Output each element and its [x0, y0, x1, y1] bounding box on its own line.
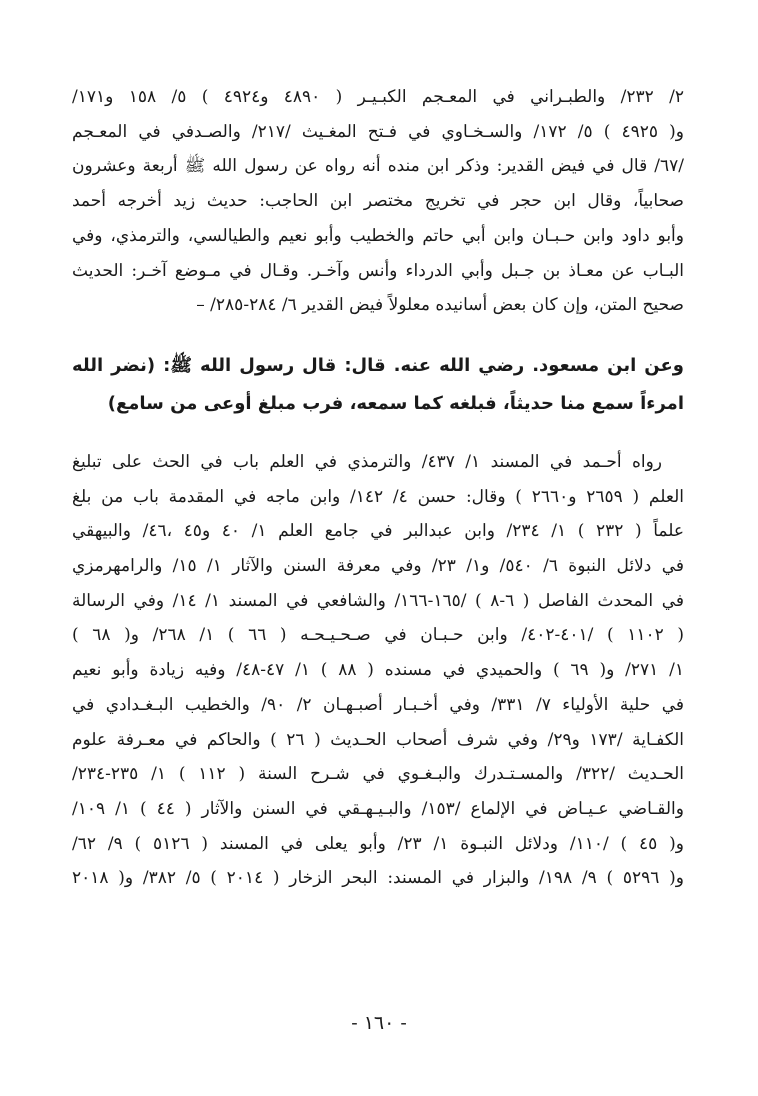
text-line: و( ٤٥ ) /١١٠/ ودلائل النبـوة ١/ ٢٣/ وأبو يعلى في المسند ( ٥١٢٦ ) ٩/ ٦٢/: [72, 833, 684, 854]
text-line: ٢/ ٢٣٢/ والطبـراني في المعـجم الكبـيـر ( ٤٨٩٠ و٤٩٢٤ ) ٥/ ١٥٨ و١٧١/: [72, 87, 684, 107]
text-line: و( ٤٩٢٥ ) ٥/ ١٧٢/ والسـخـاوي في فـتح المغـيث /٢١٧/ والصـدفي في المعـجم: [72, 121, 684, 142]
text-line: رواه أحـمد في المسند ١/ ٤٣٧/ والترمذي في العلم باب في الحث على تبليغ: [72, 451, 662, 472]
text-line: والقـاضي عـيـاض في الإلماع /١٥٣/ والبـيـهـقي في السنن والآثار ( ٤٤ ) ١/ ١٠٩/: [72, 798, 684, 819]
hadith-line: وعن ابن مسعود. رضي الله عنه. قال: قال رسول الله ﷺ: (نضر الله: [72, 354, 684, 376]
text-line: البـاب عن معـاذ بن جـبل وأبي الدرداء وأنس وآخـر. وقـال في مـوضع آخـر: الحديث: [72, 260, 684, 281]
text-line: الحـديث /٣٢٢/ والمسـتـدرك والبـغـوي في شـرح السنة ( ١١٢ ) ١/ ٢٣٥-٢٣٤/: [72, 764, 684, 785]
takhrij-paragraph: [72, 445, 684, 896]
text-line: العلم ( ٢٦٥٩ و٢٦٦٠ ) وقال: حسن ٤/ ١٤٢/ وابن ماجه في المقدمة باب من بلغ: [72, 486, 684, 507]
hadith-heading: [72, 347, 684, 423]
text-line: علماً ( ٢٣٢ ) ١/ ٢٣٤/ وابن عبدالبر في جامع العلم ١/ ٤٠ و٤٥ ،٤٦/ والبيهقي: [72, 521, 684, 542]
text-line: وأبو داود وابن حـبـان وابن أبي حاتم والخطيب وأبو نعيم والطيالسي، والترمذي، وفي: [72, 225, 684, 246]
text-line: و( ٥٢٩٦ ) ٩/ ١٩٨/ والبزار في المسند: البحر الزخار ( ٢٠١٤ ) ٥/ ٣٨٢/ و( ٢٠١٨: [72, 868, 684, 889]
page-body: [72, 80, 684, 896]
text-line: صحابياً، وقال ابن حجر في تخريج مختصر ابن الحاجب: حديث زيد أخرجه أحمد: [72, 191, 684, 212]
text-line: في حلية الأولياء ٧/ ٣٣١/ وفي أخـبـار أصبـهـان ٢/ ٩٠/ والخطيب البـغـدادي في: [72, 694, 684, 715]
page-number: - ١٦٠ -: [351, 1012, 407, 1034]
hadith-line: امرءاً سمع منا حديثاً، فبلغه كما سمعه، فرب مبلغ أوعى من سامع): [107, 392, 684, 414]
text-line: الكفـاية /١٧٣ و٢٩/ وفي شرف أصحاب الحـديث ( ٢٦ ) والحاكم في معـرفة علوم: [72, 729, 684, 750]
text-line: ( ١١٠٢ ) /٤٠١-٤٠٢/ وابن حـبـان في صـحـيـحـه ( ٦٦ ) ١/ ٢٦٨/ و( ٦٨ ): [72, 625, 684, 646]
text-line: ١/ ٢٧١/ و( ٦٩ ) والحميدي في مسنده ( ٨٨ ) ١/ ٤٧-٤٨/ وفيه زيادة وأبو نعيم: [72, 660, 684, 681]
text-line: /٦٧/ قال في فيض القدير: وذكر ابن منده أنه رواه عن رسول الله ﷺ أربعة وعشرون: [72, 156, 684, 177]
text-line: صحيح المتن، وإن كان بعض أسانيده معلولاً فيض القدير ٦/ ٢٨٤-٢٨٥/ –: [196, 295, 684, 316]
text-line: في المحدث الفاصل ( ٦-٨ ) /١٦٥-١٦٦/ والشافعي في المسند ١/ ١٤/ وفي الرسالة: [72, 590, 684, 611]
text-line: في دلائل النبوة ٦/ ٥٤٠/ و١/ ٢٣/ وفي معرفة السنن والآثار ١/ ١٥/ والرامهرمزي: [72, 556, 684, 577]
footnote-paragraph: [72, 80, 684, 323]
